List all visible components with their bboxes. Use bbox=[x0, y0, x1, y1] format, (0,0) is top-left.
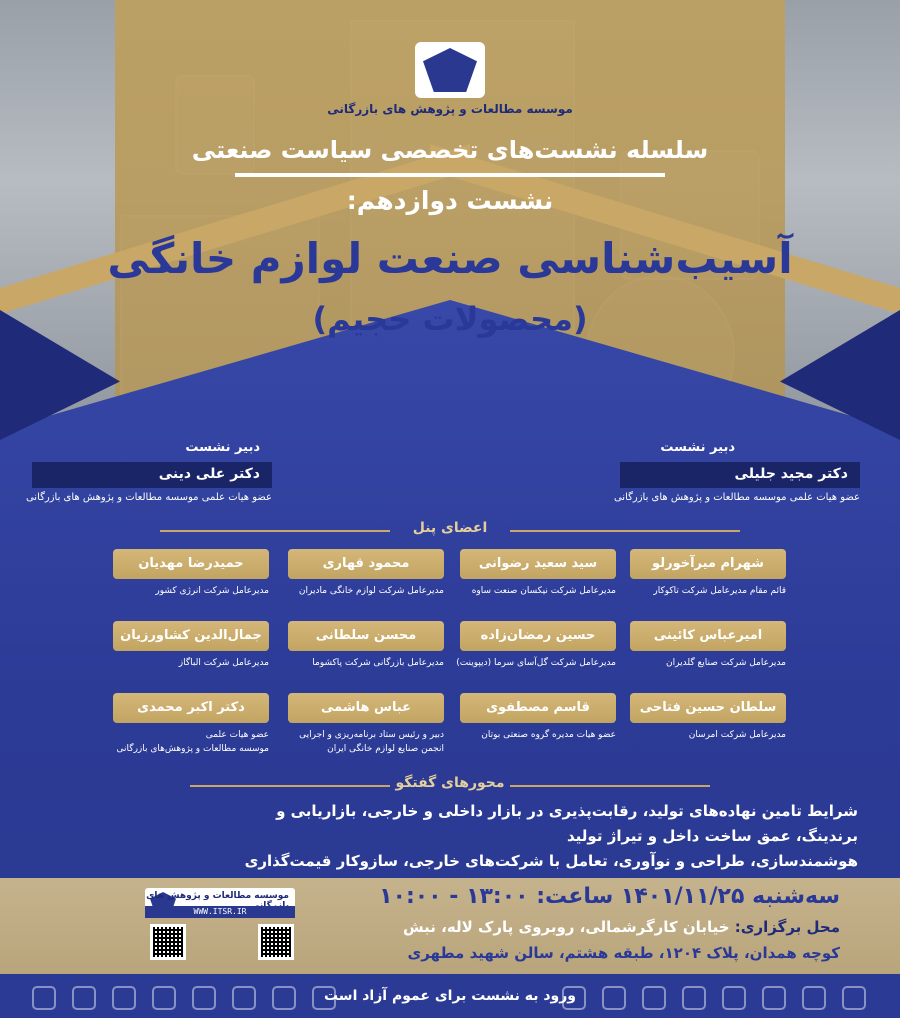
panel-member-role: انجمن صنایع لوازم خانگی ایران bbox=[327, 744, 444, 754]
qr-code-icon[interactable] bbox=[258, 924, 294, 960]
moderator-label: دبیر نشست bbox=[185, 440, 260, 455]
moderator-name: دکتر علی دینی bbox=[32, 462, 272, 488]
venue-label: محل برگزاری: bbox=[734, 918, 840, 936]
panel-member-role: مدیرعامل شرکت لوازم خانگی مادیران bbox=[298, 586, 444, 596]
event-date-time: سه‌شنبه ۱۴۰۱/۱۱/۲۵ ساعت: ۱۳:۰۰ - ۱۰:۰۰ bbox=[379, 884, 840, 909]
panel-member-name: شهرام میرآخورلو bbox=[630, 549, 786, 579]
panel-member-role: مدیرعامل شرکت نیکسان صنعت ساوه bbox=[471, 586, 616, 596]
panel-member-role: مدیرعامل شرکت انرژی کشور bbox=[155, 586, 269, 596]
main-title: آسیب‌شناسی صنعت لوازم خانگی bbox=[107, 234, 793, 283]
title-divider bbox=[235, 173, 665, 177]
panel-member-name: دکتر اکبر محمدی bbox=[113, 693, 269, 723]
qr-code-icon[interactable] bbox=[150, 924, 186, 960]
moderator-role: عضو هیات علمی موسسه مطالعات و پژوهش های بازرگانی bbox=[25, 492, 272, 503]
panel-member-role: مدیرعامل شرکت الباگاز bbox=[178, 658, 269, 668]
panel-member-name: محمود قهاری bbox=[288, 549, 444, 579]
institute-emblem-icon bbox=[423, 48, 477, 92]
topic-line: برندینگ، عمق ساخت داخل و تیراژ تولید bbox=[567, 827, 858, 845]
panel-member-name: قاسم مصطفوی bbox=[460, 693, 616, 723]
event-venue-line1 bbox=[280, 918, 840, 936]
panel-member-role: مدیرعامل بازرگانی شرکت پاکشوما bbox=[312, 658, 444, 668]
panel-member-name: عباس هاشمی bbox=[288, 693, 444, 723]
sub-title: (محصولات حجیم) bbox=[312, 300, 588, 338]
panel-member-role: عضو هیات مدیره گروه صنعتی بوتان bbox=[481, 730, 616, 740]
panel-member-name: حسین رمضان‌زاده bbox=[460, 621, 616, 651]
panel-member-role: موسسه مطالعات و پژوهش‌های بازرگانی bbox=[116, 744, 269, 754]
institute-logo bbox=[415, 42, 485, 98]
panel-member-role: مدیرعامل شرکت صنایع گلدیران bbox=[666, 658, 786, 668]
panel-member-role: مدیرعامل شرکت گل‌آسای سرما (دیپوینت) bbox=[456, 658, 616, 668]
topics-heading: محورهای گفتگو bbox=[395, 775, 505, 791]
panel-member-name: محسن سلطانی bbox=[288, 621, 444, 651]
topic-line: شرایط تامین نهاده‌های تولید، رقابت‌پذیری در بازار داخلی و خارجی، بازاریابی و bbox=[276, 802, 858, 820]
session-title: نشست دوازدهم: bbox=[346, 186, 554, 215]
panel-member-name: سلطان حسین فتاحی bbox=[630, 693, 786, 723]
institute-name: موسسه مطالعات و پژوهش های بازرگانی bbox=[327, 102, 573, 116]
series-title: سلسله نشست‌های تخصصی سیاست صنعتی bbox=[191, 136, 709, 164]
moderator-role: عضو هیات علمی موسسه مطالعات و پژوهش های بازرگانی bbox=[613, 492, 860, 503]
panel-member-role: دبیر و رئیس ستاد برنامه‌ریزی و اجرایی bbox=[299, 730, 444, 740]
website-link[interactable]: WWW.ITSR.IR bbox=[145, 906, 295, 918]
panel-member-name: حمیدرضا مهدیان bbox=[113, 549, 269, 579]
panel-heading: اعضای پنل bbox=[412, 520, 488, 536]
panel-member-role: عضو هیات علمی bbox=[205, 730, 269, 740]
venue-address: خیابان کارگرشمالی، روبروی پارک لاله، نبش bbox=[402, 918, 730, 936]
topic-line: هوشمندسازی، طراحی و نوآوری، تعامل با شرکت‌های خارجی، سازوکار قیمت‌گذاری bbox=[244, 852, 858, 870]
moderator-name: دکتر مجید جلیلی bbox=[620, 462, 860, 488]
institute-name-small: موسسه مطالعات و پژوهش های bbox=[146, 891, 289, 901]
panel-member-name: جمال‌الدین کشاورزیان bbox=[113, 621, 269, 651]
footer-notice: ورود به نشست برای عموم آزاد است bbox=[323, 988, 577, 1004]
event-venue-line2: کوچه همدان، پلاک ۱۲۰۴، طبقه هشتم، سالن شهید مطهری bbox=[407, 944, 840, 962]
panel-member-name: سید سعید رضوانی bbox=[460, 549, 616, 579]
panel-member-role: قائم مقام مدیرعامل شرکت تاکوکار bbox=[653, 586, 786, 596]
panel-member-name: امیرعباس کائینی bbox=[630, 621, 786, 651]
moderator-label: دبیر نشست bbox=[660, 440, 735, 455]
panel-member-role: مدیرعامل شرکت امرسان bbox=[688, 730, 786, 740]
